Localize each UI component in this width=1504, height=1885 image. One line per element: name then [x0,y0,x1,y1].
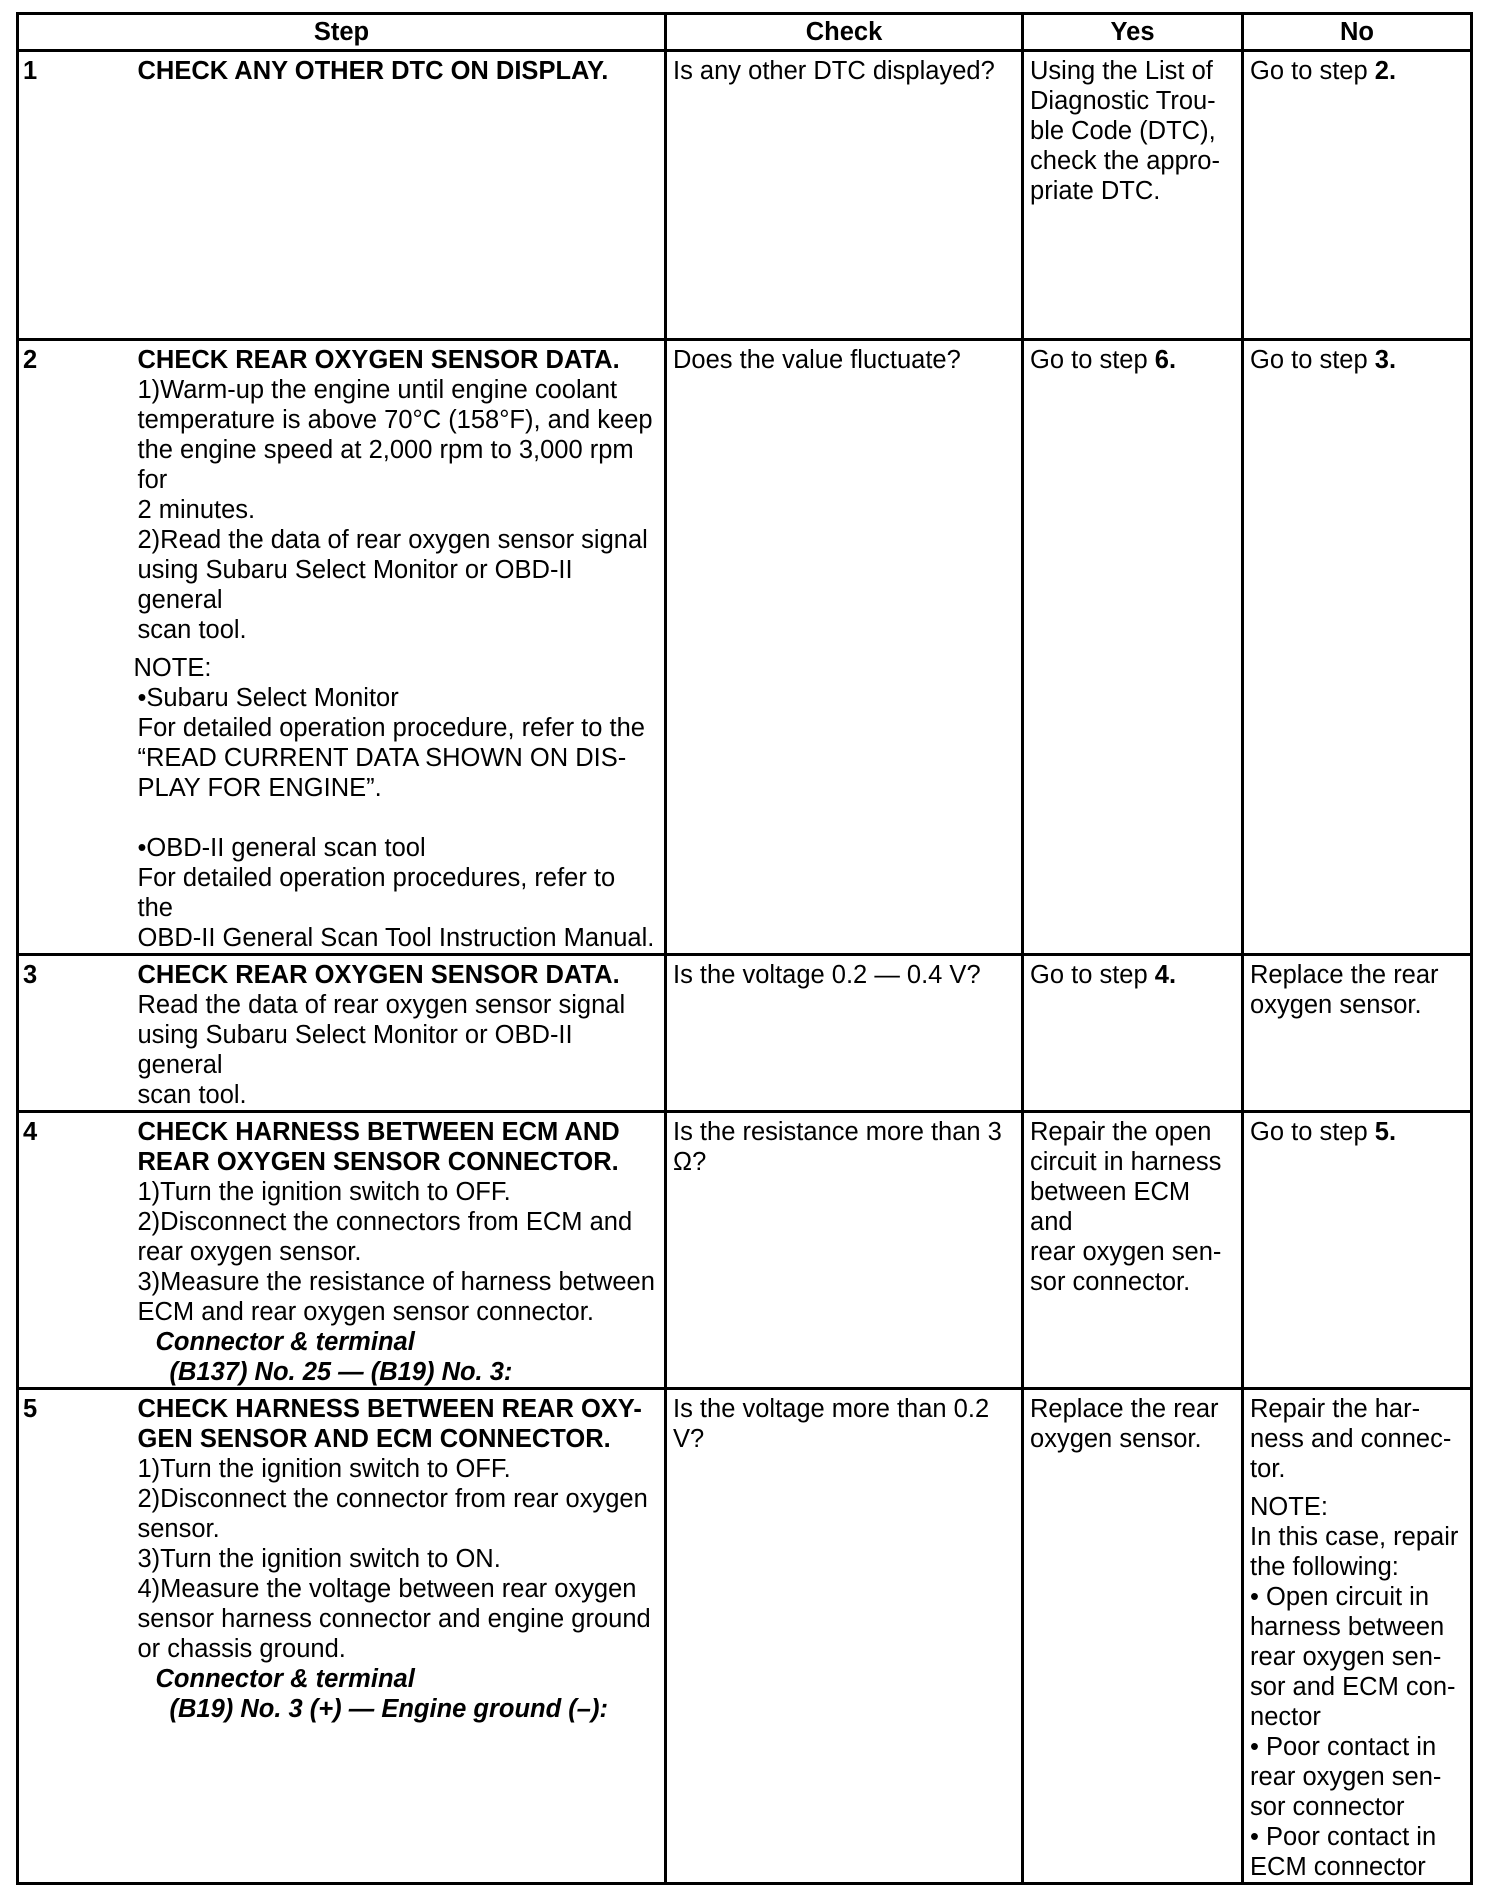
no-goto-text: Go to step [1250,346,1375,374]
note-line: •Subaru Select Monitor [137,684,399,712]
note-line: ECM connector [1250,1853,1426,1881]
yes-cell [1023,51,1243,340]
yes-line: priate DTC. [1030,177,1161,205]
connector-heading: Connector & terminal [155,1328,415,1356]
step-number: 4 [18,1112,138,1389]
table-header-row [18,14,1472,51]
note-line: nector [1250,1703,1321,1731]
step-instruction: 1)Turn the ignition switch to OFF. [137,1455,511,1483]
table-row [18,1389,1472,1884]
step-instruction: Read the data of rear oxygen sensor signal [137,991,626,1019]
yes-cell [1023,340,1243,955]
note-line: For detailed operation procedure, refer to the [137,714,645,742]
yes-cell [1023,1112,1243,1389]
step-cell [138,1389,666,1884]
step-instruction: 2 minutes. [137,496,256,524]
no-goto-step: 5. [1374,1118,1397,1146]
note-line: sor connector [1250,1793,1405,1821]
yes-line: between ECM and [1030,1178,1191,1236]
step-number: 1 [18,51,138,340]
step-cell [133,340,666,955]
step-title: REAR OXYGEN SENSOR CONNECTOR. [137,1148,619,1176]
check-cell: Is the voltage more than 0.2 V? [666,1389,1023,1884]
table-row [18,51,1472,340]
step-instruction: 2)Disconnect the connectors from ECM and [137,1208,633,1236]
step-instruction: the engine speed at 2,000 rpm to 3,000 rpm for [137,436,634,494]
check-cell: Does the value fluctuate? [666,340,1023,955]
yes-line: oxygen sensor. [1030,1425,1202,1453]
check-line: Ω? [673,1148,707,1176]
no-cell [1243,1389,1472,1884]
step-instruction: 1)Warm-up the engine until engine coolant [137,376,618,404]
yes-line: Using the List of [1030,57,1213,85]
header-no: No [1243,14,1472,51]
table-row [18,955,1472,1112]
yes-line: Replace the rear [1030,1395,1219,1423]
no-line: oxygen sensor. [1250,991,1422,1019]
step-instruction: 2)Read the data of rear oxygen sensor signal [137,526,648,554]
header-step: Step [18,14,666,51]
step-number: 3 [18,955,138,1112]
step-instruction: 3)Turn the ignition switch to ON. [137,1545,501,1573]
table-row [18,340,1472,955]
yes-cell [1023,955,1243,1112]
no-cell [1243,51,1472,340]
note-line: OBD-II General Scan Tool Instruction Manual. [137,924,655,952]
yes-goto-step: 4. [1154,961,1177,989]
step-instruction: scan tool. [137,1081,247,1109]
yes-goto-step: 6. [1154,346,1177,374]
step-number: 5 [18,1389,138,1884]
yes-line: sor connector. [1030,1268,1191,1296]
no-goto-step: 2. [1374,57,1397,85]
yes-line: ble Code (DTC), [1030,117,1216,145]
diagnostic-procedure-sheet [16,12,1470,1885]
no-cell [1243,340,1472,955]
step-number: 2 [18,340,138,955]
note-line: PLAY FOR ENGINE”. [137,774,382,802]
note-label: NOTE: [1250,1493,1328,1521]
yes-line: check the appro- [1030,147,1220,175]
no-line: Repair the har- [1250,1395,1421,1423]
no-line: ness and connec- [1250,1425,1452,1453]
no-line: tor. [1250,1455,1286,1483]
note-line: •OBD-II general scan tool [137,834,426,862]
table-row [18,1112,1472,1389]
note-line: • Open circuit in [1250,1583,1430,1611]
yes-goto-text: Go to step [1030,961,1155,989]
connector-heading: Connector & terminal [155,1665,415,1693]
spacer [138,803,657,833]
header-yes: Yes [1023,14,1243,51]
step-instruction: using Subaru Select Monitor or OBD-II general [137,1021,573,1079]
note-line: sor and ECM con- [1250,1673,1456,1701]
step-instruction: 3)Measure the resistance of harness between [137,1268,655,1296]
step-title: CHECK ANY OTHER DTC ON DISPLAY. [137,57,609,85]
step-instruction: ECM and rear oxygen sensor connector. [137,1298,594,1326]
connector-terminal: (B19) No. 3 (+) — Engine ground (–): [169,1695,608,1723]
step-title: CHECK HARNESS BETWEEN ECM AND [137,1118,620,1146]
note-line: For detailed operation procedures, refer to the [137,864,616,922]
note-line: • Poor contact in [1250,1733,1437,1761]
check-cell: Is any other DTC displayed? [666,51,1023,340]
header-check: Check [666,14,1023,51]
note-label: NOTE: [133,654,212,682]
step-instruction: temperature is above 70°C (158°F), and keep [137,406,653,434]
step-instruction: rear oxygen sensor. [137,1238,362,1266]
step-instruction: using Subaru Select Monitor or OBD-II general [137,556,573,614]
no-cell [1243,1112,1472,1389]
note-line: rear oxygen sen- [1250,1763,1442,1791]
step-cell [138,1112,666,1389]
yes-goto-text: Go to step [1030,346,1155,374]
note-line: In this case, repair [1250,1523,1459,1551]
diagnostic-table [16,12,1473,1885]
step-instruction: scan tool. [137,616,247,644]
step-instruction: 1)Turn the ignition switch to OFF. [137,1178,511,1206]
step-cell [138,955,666,1112]
no-goto-step: 3. [1374,346,1397,374]
yes-line: Diagnostic Trou- [1030,87,1216,115]
note-line: the following: [1250,1553,1399,1581]
connector-terminal: (B137) No. 25 — (B19) No. 3: [169,1358,513,1386]
no-goto-text: Go to step [1250,1118,1375,1146]
step-instruction: sensor harness connector and engine ground [137,1605,651,1633]
note-line: rear oxygen sen- [1250,1643,1442,1671]
yes-cell [1023,1389,1243,1884]
yes-line: circuit in harness [1030,1148,1222,1176]
step-instruction: or chassis ground. [137,1635,346,1663]
step-instruction: 2)Disconnect the connector from rear oxygen [137,1485,648,1513]
step-title: CHECK HARNESS BETWEEN REAR OXY- [137,1395,642,1423]
no-cell [1243,955,1472,1112]
note-line: harness between [1250,1613,1445,1641]
no-goto-text: Go to step [1250,57,1375,85]
step-title: CHECK REAR OXYGEN SENSOR DATA. [137,961,620,989]
step-instruction: 4)Measure the voltage between rear oxygen [137,1575,637,1603]
step-cell [138,51,666,340]
check-cell: Is the voltage 0.2 — 0.4 V? [666,955,1023,1112]
check-line: Is the resistance more than 3 [673,1118,1002,1146]
yes-line: Repair the open [1030,1118,1212,1146]
note-line: “READ CURRENT DATA SHOWN ON DIS- [137,744,627,772]
check-cell [666,1112,1023,1389]
note-line: • Poor contact in [1250,1823,1437,1851]
step-instruction: sensor. [137,1515,220,1543]
no-line: Replace the rear [1250,961,1439,989]
yes-line: rear oxygen sen- [1030,1238,1222,1266]
step-title: GEN SENSOR AND ECM CONNECTOR. [137,1425,611,1453]
step-title: CHECK REAR OXYGEN SENSOR DATA. [137,346,620,374]
